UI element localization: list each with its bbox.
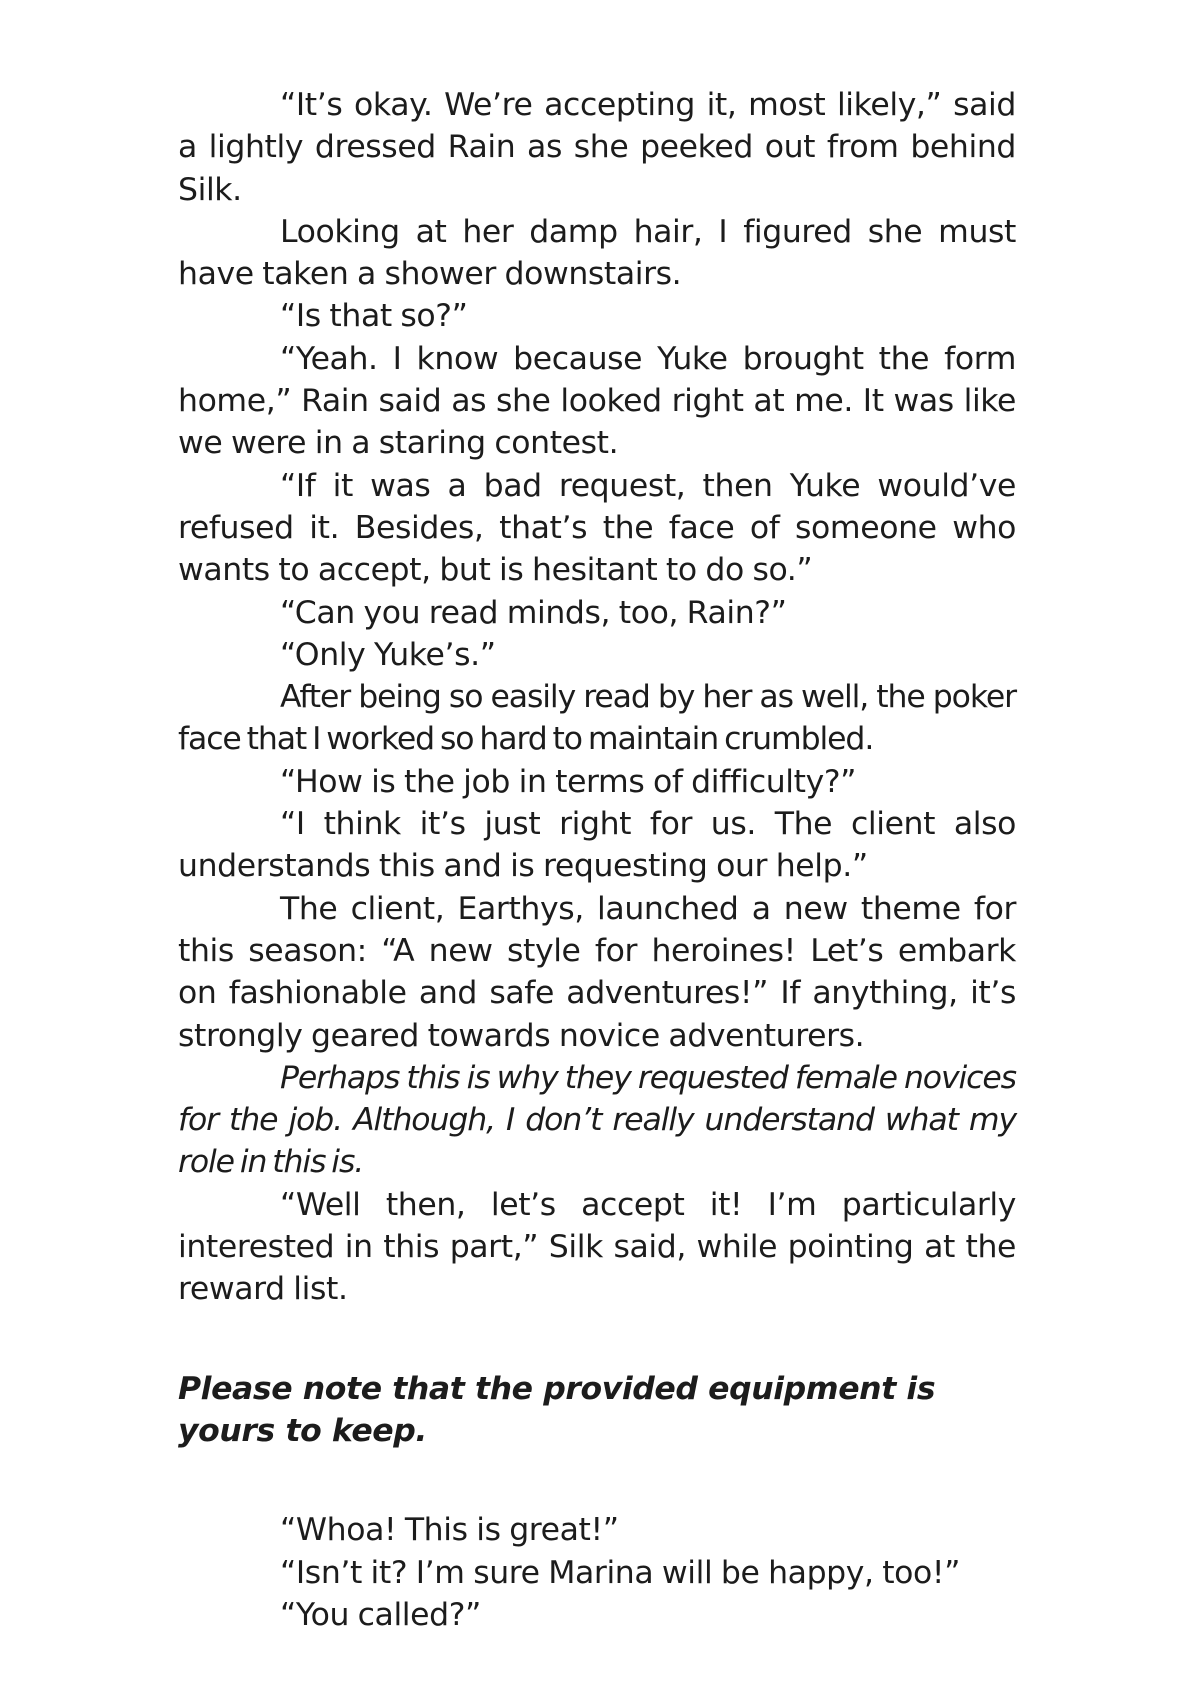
paragraph: “If it was a bad request, then Yuke would’ve refused it. Besides, that’s the face of someone who wants to accept, but is hesitant to do so.” <box>178 467 1016 589</box>
paragraph: The client, Earthys, launched a new theme for this season: “A new style for heroines! Let’s embark on fashionable and safe adventures!” If anything, it’s strongly geared towards novice adventurers. <box>178 890 1016 1054</box>
paragraph: “Can you read minds, too, Rain?” <box>280 594 787 631</box>
paragraph: “I think it’s just right for us. The client also understands this and is requesting our help.” <box>178 806 1016 885</box>
inner-thought-paragraph: Perhaps this is why they requested female novices for the job. Although, I don’t really understand what my role in this is. <box>178 1059 1016 1181</box>
paragraph: “Whoa! This is great!” <box>280 1512 619 1549</box>
equipment-note: Please note that the provided equipment is yours to keep. <box>178 1370 936 1449</box>
paragraph: “You called?” <box>280 1596 481 1633</box>
paragraph: “It’s okay. We’re accepting it, most likely,” said a lightly dressed Rain as she peeked out from behind Silk. <box>178 87 1016 208</box>
paragraph: “How is the job in terms of difficulty?” <box>280 763 857 800</box>
paragraph: “Isn’t it? I’m sure Marina will be happy, too!” <box>280 1554 961 1591</box>
closing-dialogue <box>178 1509 1016 1636</box>
paragraph: After being so easily read by her as well, the poker face that I worked so hard to maintain crumbled. <box>178 679 1016 758</box>
paragraph: “Well then, let’s accept it! I’m particularly interested in this part,” Silk said, while pointing at the reward list. <box>178 1186 1016 1308</box>
paragraph: Looking at her damp hair, I figured she must have taken a shower downstairs. <box>178 213 1016 293</box>
paragraph: “Yeah. I know because Yuke brought the form home,” Rain said as she looked right at me. It was like we were in a staring contest. <box>178 340 1016 462</box>
paragraph: “Is that so?” <box>280 298 468 335</box>
paragraph: “Only Yuke’s.” <box>280 636 496 673</box>
book-page <box>178 84 1016 1636</box>
